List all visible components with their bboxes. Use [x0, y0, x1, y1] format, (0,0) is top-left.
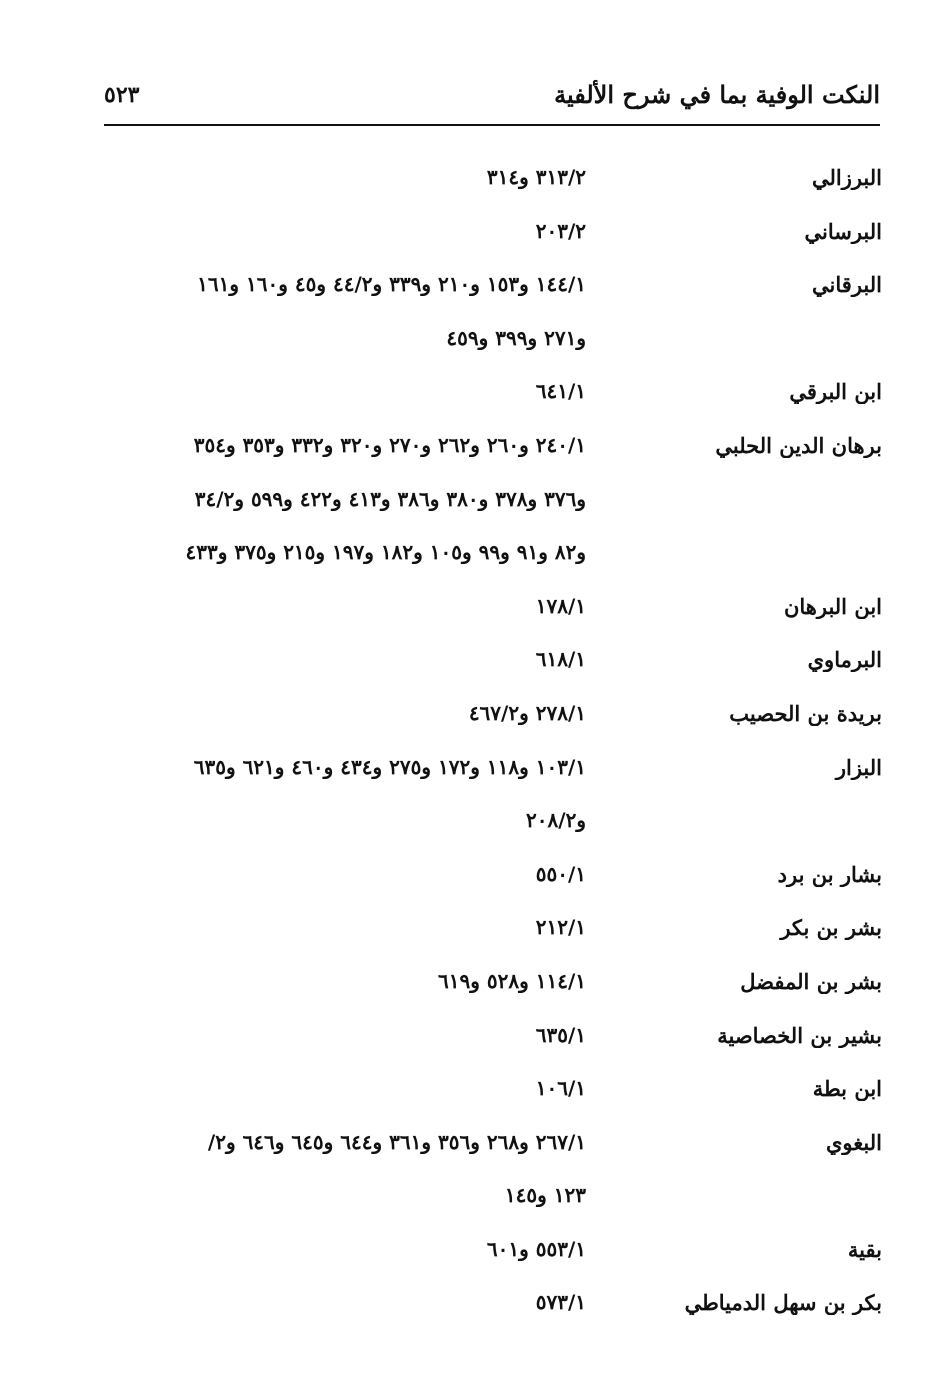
index-entry-name: بريدة بن الحصيب: [729, 700, 882, 726]
index-entry-name: بشر بن بكر: [780, 915, 882, 941]
index-entry-refs: ٥٥٠/١: [535, 861, 586, 886]
index-row: [104, 852, 882, 906]
running-header-title: النكت الوفية بما في شرح الألفية: [554, 80, 880, 109]
index-entry-name: بقية: [847, 1236, 882, 1262]
index-row: [104, 477, 882, 531]
index-entry-refs: و٢٠٨/٢: [526, 808, 586, 833]
index-row: [104, 530, 882, 584]
index-entry-refs: ٦٤١/١: [535, 379, 586, 404]
index-row: [104, 745, 882, 799]
header-rule: [104, 124, 880, 126]
index-entry-refs: ١١٤/١ و٥٢٨ و٦١٩: [438, 968, 586, 993]
index-row: [104, 637, 882, 691]
index-entry-refs: ٣١٣/٢ و٣١٤: [486, 165, 586, 189]
index-entry-refs: و٢٧١ و٣٩٩ و٤٥٩: [446, 325, 586, 350]
index-entry-name: بشار بن برد: [777, 861, 882, 887]
index-row: [104, 209, 882, 263]
index-entry-refs: ٢٤٠/١ و٢٦٠ و٢٦٢ و٢٧٠ و٣٢٠ و٣٣٢ و٣٥٣ و٣٥٤: [193, 432, 586, 457]
index-row: [104, 959, 882, 1013]
index-entry-refs: و٣٧٦ و٣٧٨ و٣٨٠ و٣٨٦ و٤١٣ و٤٢٢ و٥٩٩ و٣٤/٢: [194, 486, 586, 511]
index-entry-name: البغوي: [826, 1129, 882, 1155]
index-entry-name: البزار: [835, 754, 882, 780]
index-entry-name: برهان الدين الحلبي: [715, 432, 882, 458]
index-entry-refs: ٦١٨/١: [535, 647, 586, 672]
index-entry-refs: ٢٧٨/١ و٤٦٧/٢: [468, 700, 586, 725]
index-entry-name: ابن البرقي: [789, 379, 882, 405]
index-row: [104, 262, 882, 316]
index-entry-name: ابن البرهان: [783, 593, 882, 619]
index-row: [104, 691, 882, 745]
index-entry-refs: ١٧٨/١: [535, 593, 586, 618]
index-entry-name: البرزالي: [811, 165, 882, 190]
index-row: [104, 423, 882, 477]
index-entry-refs: ٢٦٧/١ و٢٦٨ و٣٥٦ و٣٦١ و٦٤٤ و٦٤٥ و٦٤٦ و٢/: [207, 1129, 586, 1154]
index-row: [104, 155, 882, 209]
index-row: [104, 584, 882, 638]
index-entry-name: بشر بن المفضل: [740, 968, 882, 994]
index-row: [104, 1280, 882, 1334]
index-entry-refs: ١٠٣/١ و١١٨ و١٧٢ و٢٧٥ و٤٣٤ و٤٦٠ و٦٢١ و٦٣٥: [193, 754, 586, 779]
index-entries: [104, 155, 882, 1334]
index-entry-name: بكر بن سهل الدمياطي: [684, 1290, 882, 1316]
index-row: [104, 1120, 882, 1174]
index-row: [104, 316, 882, 370]
index-entry-refs: ٥٧٣/١: [535, 1290, 586, 1315]
index-row: [104, 369, 882, 423]
index-entry-refs: ١٤٤/١ و١٥٣ و٢١٠ و٣٣٩ و٤٤/٢ و٤٥ و١٦٠ و١٦١: [197, 272, 586, 297]
page-number: ٥٢٣: [104, 82, 140, 108]
index-entry-name: ابن بطة: [812, 1076, 882, 1102]
index-entry-name: البرقاني: [812, 272, 882, 298]
index-entry-refs: ٢١٢/١: [535, 915, 586, 940]
index-entry-name: بشير بن الخصاصية: [717, 1022, 882, 1048]
index-row: [104, 1227, 882, 1281]
index-row: [104, 1173, 882, 1227]
index-entry-refs: ٥٥٣/١ و٦٠١: [486, 1236, 586, 1261]
index-row: [104, 905, 882, 959]
running-header: [104, 72, 880, 122]
index-entry-refs: و٨٢ و٩١ و٩٩ و١٠٥ و١٨٢ و١٩٧ و٢١٥ و٣٧٥ و٤٣٣: [185, 540, 586, 565]
index-entry-name: البرساني: [804, 218, 882, 244]
index-entry-name: البرماوي: [807, 647, 882, 673]
index-row: [104, 1013, 882, 1067]
index-row: [104, 1066, 882, 1120]
index-entry-refs: ١٠٦/١: [535, 1076, 586, 1101]
index-row: [104, 798, 882, 852]
index-entry-refs: ٦٣٥/١: [535, 1022, 586, 1047]
index-entry-refs: ٢٠٣/٢: [535, 218, 586, 243]
index-entry-refs: ١٢٣ و١٤٥: [504, 1183, 586, 1208]
